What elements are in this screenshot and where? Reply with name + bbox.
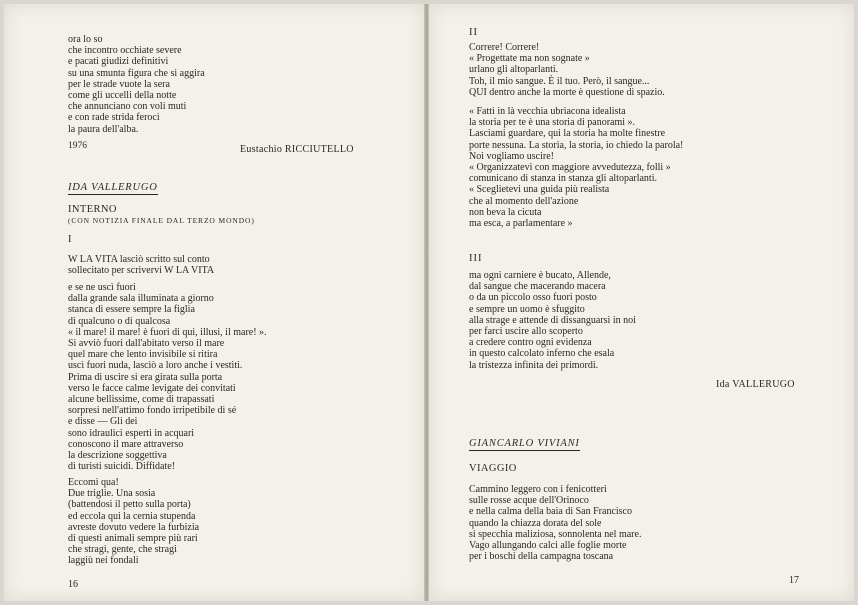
verse-line: Prima di uscire si era girata sulla porta [68, 371, 223, 383]
verse-line: e disse — Gli dei [68, 416, 138, 428]
verse-line: che annunciano con voli muti [68, 101, 187, 113]
verse-line: QUI dentro anche la morte è questione di spazio. [469, 86, 665, 98]
verse-line: su una smunta figura che si aggira [68, 67, 205, 79]
poem-title-2: VIAGGIO [469, 463, 517, 474]
verse-line: (battendosi il petto sulla porta) [68, 499, 191, 511]
verse-line: « Organizzatevi con maggiore avvedutezza, folli » [469, 162, 671, 174]
verse-line: si specchia maliziosa, sonnolenta nel mare. [469, 528, 642, 540]
verse-line: comunicano di stanza in stanza gli altoparlanti. [469, 173, 657, 185]
verse-line: ora lo so [68, 34, 103, 45]
verse-line: la paura dell'alba. [68, 123, 139, 135]
verse-line: stanca di essere sempre la figlia [68, 304, 195, 316]
verse-line: ma ogni carniere è bucato, Allende, [469, 270, 611, 281]
verse-line: avreste dovuto vedere la furbizia [68, 521, 200, 533]
author-heading: IDA VALLERUGO [68, 182, 158, 193]
verse-line: non beva la cicuta [469, 206, 542, 218]
right-page [429, 4, 854, 601]
verse-line: Lasciami guardare, qui la storia ha molte finestre [469, 128, 666, 140]
verse-line: per le strade vuote la sera [68, 78, 170, 90]
stanza-top [68, 34, 205, 135]
verse-line: sono idraulici esperti in acquari [68, 427, 195, 439]
verse-line: Toh, il mio sangue. È il tuo. Però, il sangue... [469, 75, 650, 87]
verse-line: che stragi, gente, che stragi [68, 544, 177, 556]
verse-line: la storia per te è una storia di panorami ». [469, 117, 636, 129]
section-numeral: I [68, 234, 73, 245]
verse-line: come gli uccelli della notte [68, 90, 177, 102]
verse-line: di turisti suicidi. Diffidate! [68, 461, 176, 473]
left-page [4, 4, 424, 601]
verse-line: conoscono il mare attraverso [68, 438, 184, 450]
verse-line: sorpresi nell'attimo fondo irripetibile di sé [68, 405, 237, 417]
verse-line: ma esca, a parlamentare » [469, 218, 573, 230]
verse-line: ed eccola qui la cernia stupenda [68, 510, 196, 522]
page-number-2: 17 [789, 575, 799, 586]
verse-line: Due triglie. Una sosia [68, 488, 156, 500]
page-number: 16 [68, 579, 78, 590]
verse-line: Noi vogliamo uscire! [469, 150, 554, 162]
verse-line: sollecitato per scrivervi W LA VITA [68, 265, 215, 277]
verse-line: di questi animali sempre più rari [68, 533, 198, 545]
verse-line: alla strage e attende di dissanguarsi in noi [469, 314, 636, 326]
verse-line: e con rade strida feroci [68, 112, 160, 124]
verse-line: sulle rosse acque dell'Orinoco [469, 495, 589, 507]
verse-line: per i boschi della campagna toscana [469, 551, 614, 563]
poem-title: INTERNO [68, 204, 117, 215]
verse-line: che al momento dell'azione [469, 195, 579, 207]
poem-year: 1976 [68, 141, 87, 151]
stanza-d [469, 484, 641, 562]
stanza-2 [68, 282, 267, 472]
stanza-3 [68, 477, 199, 567]
verse-line: a credere contro ogni evidenza [469, 337, 592, 349]
verse-line: quando la chiazza dorata del sole [469, 517, 602, 529]
stanza-b [469, 106, 683, 229]
author-signature: Eustachio RICCIUTELLO [240, 144, 354, 155]
author-signature-2: Ida VALLERUGO [716, 379, 795, 390]
stanza-a [469, 42, 665, 98]
verse-line: la descrizione soggettiva [68, 450, 167, 462]
verse-line: porte nessuna. La storia, la storia, io chiedo la parola! [469, 139, 684, 151]
poem-subtitle: (CON NOTIZIA FINALE DAL TERZO MONDO) [68, 216, 255, 225]
section-numeral-3: III [469, 253, 483, 264]
verse-line: W LA VITA lasciò scritto sul conto [68, 254, 210, 265]
verse-line: Vago allungando calci alle foglie morte [469, 540, 627, 552]
verse-line: verso le facce calme levigate dei convitati [68, 382, 236, 394]
stanza-c [469, 270, 636, 371]
author-heading-2: GIANCARLO VIVIANI [469, 438, 580, 449]
verse-line: e pacati giudizi definitivi [68, 56, 169, 68]
section-numeral-2: II [469, 27, 478, 38]
verse-line: « Fatti in là vecchia ubriacona idealista [469, 106, 626, 117]
verse-line: Si avviò fuori dall'abitato verso il mare [68, 338, 225, 350]
verse-line: per farci uscire allo scoperto [469, 326, 583, 338]
verse-line: la tristezza infinita dei primordi. [469, 359, 599, 371]
verse-line: e nella calma della baia di San Francisco [469, 506, 632, 518]
verse-line: Correre! Correre! [469, 42, 540, 53]
verse-line: « Progettate ma non sognate » [469, 53, 590, 65]
verse-line: alcune bellissime, come di trapassati [68, 394, 215, 406]
verse-line: dal sangue che macerando macera [469, 281, 606, 293]
verse-line: uscì fuori nuda, lasciò a loro anche i vestiti. [68, 360, 243, 372]
verse-line: Cammino leggero con i fenicotteri [469, 484, 607, 495]
verse-line: in questo calcolato inferno che esala [469, 348, 615, 360]
verse-line: dalla grande sala illuminata a giorno [68, 293, 214, 305]
verse-line: « il mare! il mare! è fuori di qui, illusi, il mare! ». [68, 326, 267, 338]
verse-line: e sempre un uomo è sfuggito [469, 303, 585, 315]
verse-line: Eccomi qua! [68, 477, 119, 488]
verse-line: quel mare che lento invisibile si ritira [68, 349, 218, 361]
verse-line: urlano gli altoparlanti. [469, 64, 559, 76]
verse-line: che incontro occhiate severe [68, 45, 182, 57]
stanza-1 [68, 254, 214, 276]
verse-line: e se ne uscì fuori [68, 282, 136, 293]
verse-line: o da un piccolo osso fuori posto [469, 292, 597, 304]
verse-line: laggiù nei fondali [68, 555, 139, 567]
verse-line: « Sceglietevi una guida più realista [469, 184, 610, 196]
verse-line: di qualcuno o di qualcosa [68, 315, 171, 327]
